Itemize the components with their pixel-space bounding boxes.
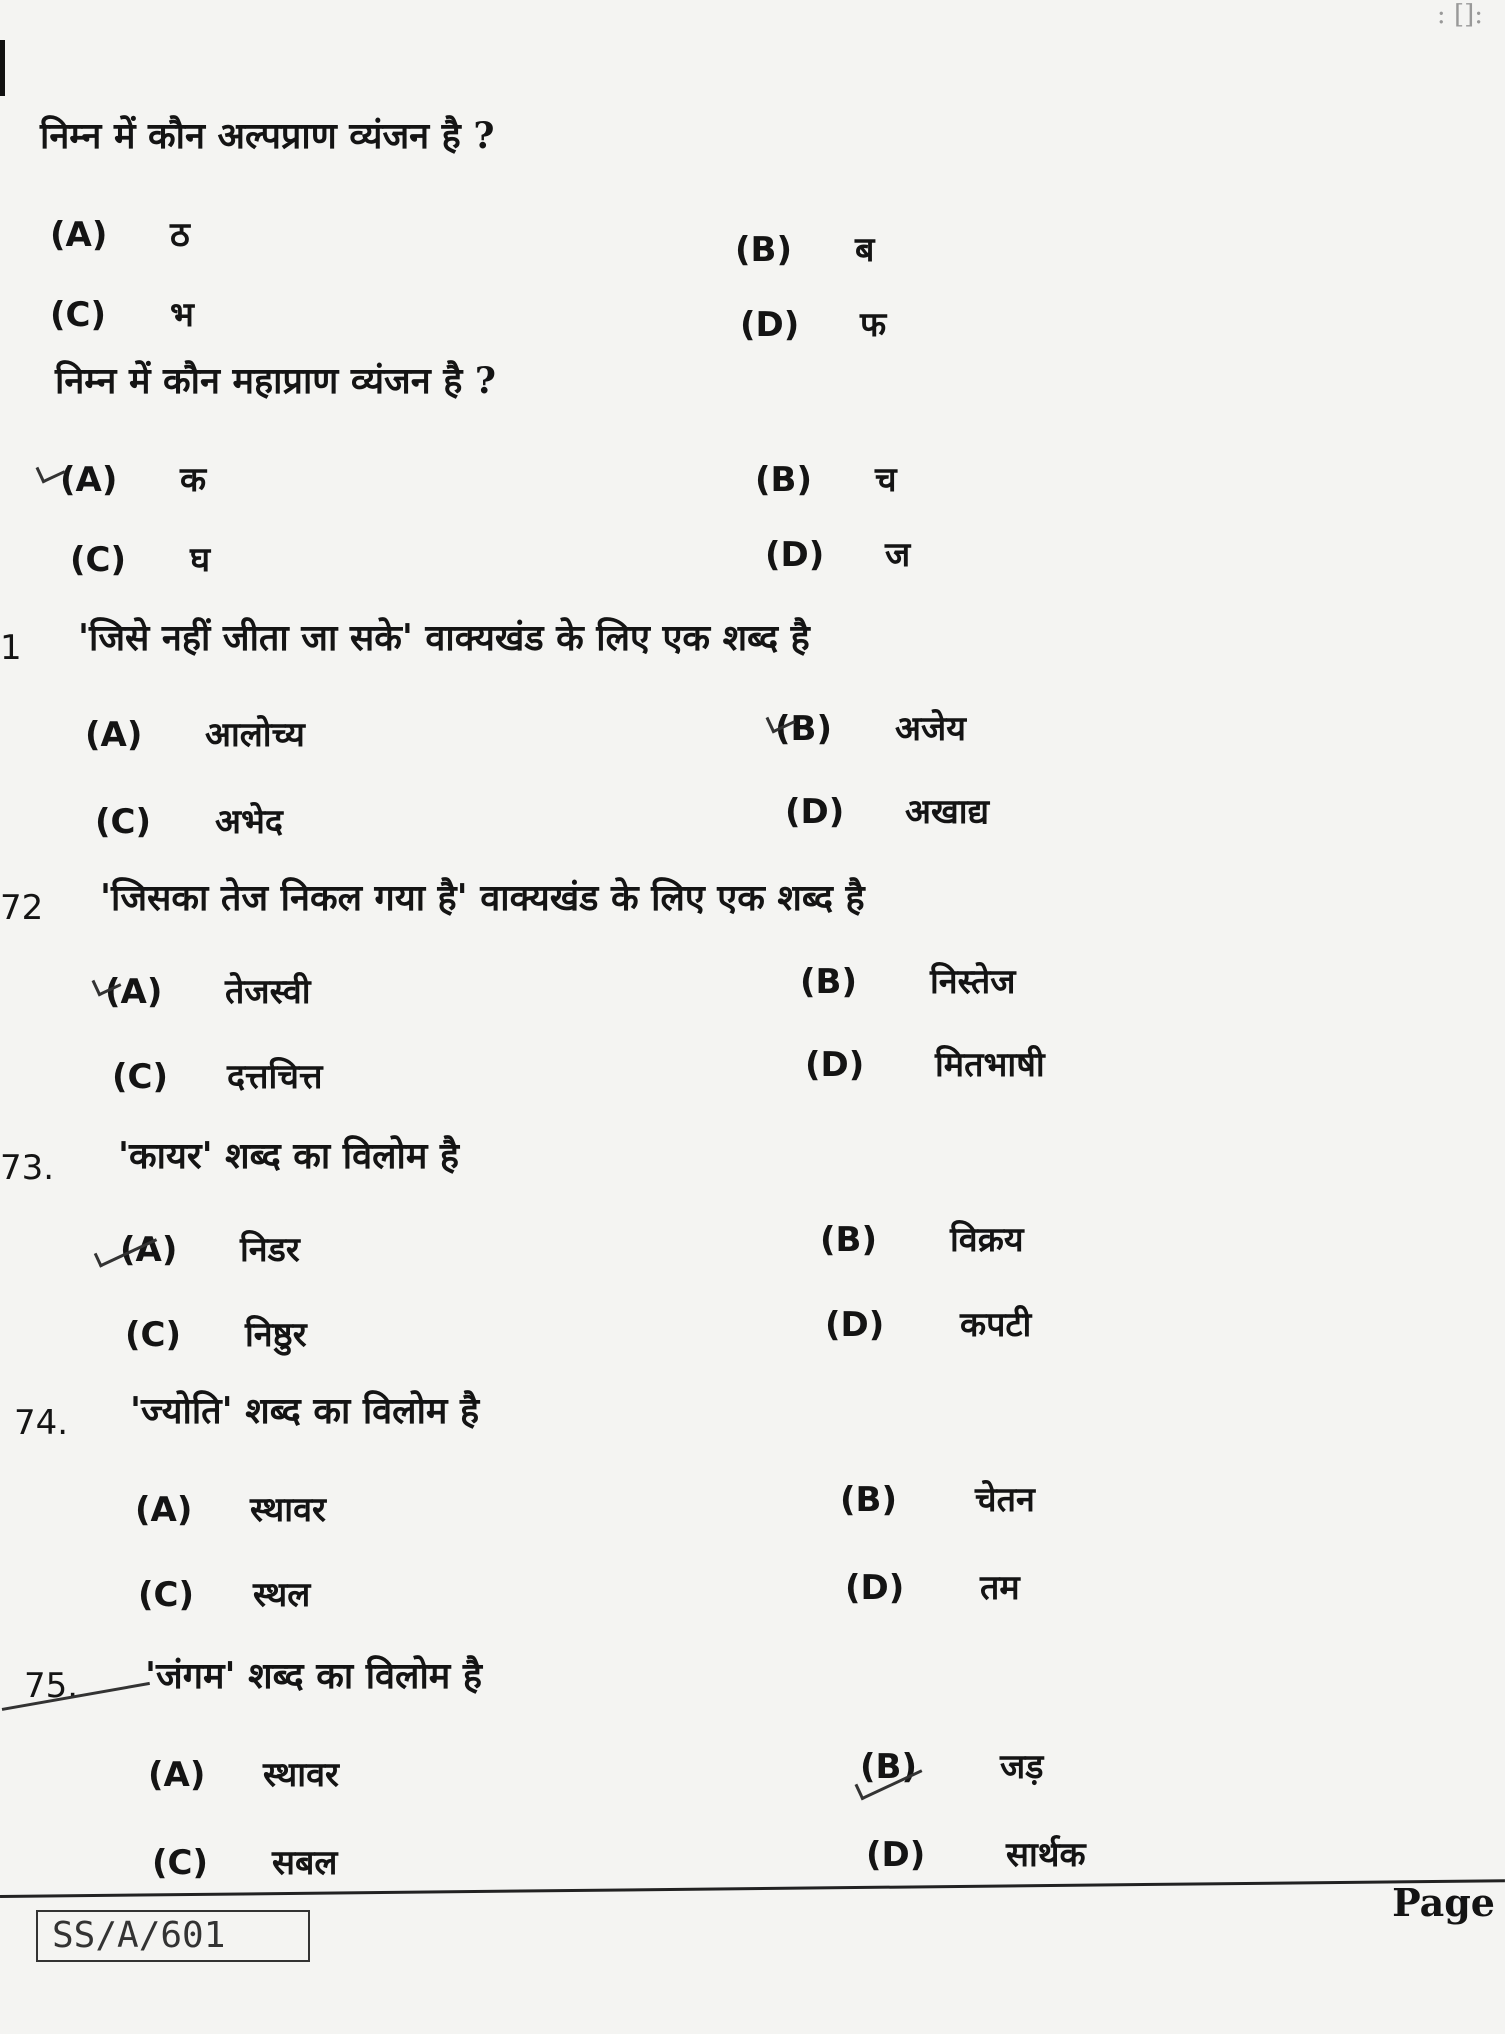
option-a bbox=[85, 710, 305, 756]
option-text: तेजस्वी bbox=[225, 972, 311, 1012]
option-label: (D) bbox=[765, 535, 825, 575]
page-label: Page bbox=[1392, 1880, 1495, 1925]
corner-mark: : []: bbox=[1436, 0, 1483, 30]
option-label: (A) bbox=[60, 460, 118, 500]
option-c bbox=[112, 1052, 322, 1098]
option-a bbox=[50, 210, 190, 256]
option-b bbox=[840, 1475, 1035, 1521]
option-label: (C) bbox=[95, 802, 152, 842]
option-text: तम bbox=[980, 1568, 1020, 1608]
option-d bbox=[825, 1300, 1031, 1346]
option-label: (B) bbox=[775, 709, 832, 749]
option-label: (A) bbox=[148, 1755, 206, 1795]
option-text: ठ bbox=[170, 215, 190, 255]
option-text: मितभाषी bbox=[935, 1045, 1045, 1085]
question-text: निम्न में कौन अल्पप्राण व्यंजन है ? bbox=[40, 115, 495, 157]
option-d bbox=[805, 1040, 1045, 1086]
option-text: निडर bbox=[240, 1230, 300, 1270]
scan-edge-mark bbox=[0, 40, 5, 96]
option-text: दत्तचित्त bbox=[227, 1057, 323, 1097]
option-a bbox=[148, 1750, 339, 1796]
option-label: (D) bbox=[825, 1305, 885, 1345]
option-text: कपटी bbox=[960, 1305, 1032, 1345]
question-number: 73. bbox=[0, 1148, 55, 1188]
option-label: (D) bbox=[785, 792, 845, 832]
question-number: 75. bbox=[24, 1666, 79, 1706]
option-label: (B) bbox=[860, 1747, 917, 1787]
option-label: (A) bbox=[120, 1230, 178, 1270]
option-text: भ bbox=[170, 295, 194, 335]
question-text: 'जिसका तेज निकल गया है' वाक्यखंड के लिए एक शब्द है bbox=[100, 877, 865, 919]
option-c bbox=[125, 1310, 307, 1356]
option-text: अखाद्य bbox=[905, 792, 990, 832]
option-text: च bbox=[875, 460, 897, 500]
option-text: सबल bbox=[272, 1843, 338, 1883]
option-text: स्थावर bbox=[250, 1490, 326, 1530]
option-label: (B) bbox=[755, 460, 812, 500]
option-label: (A) bbox=[50, 215, 108, 255]
question-text: 'जिसे नहीं जीता जा सके' वाक्यखंड के लिए एक शब्द है bbox=[78, 617, 810, 659]
option-b bbox=[820, 1215, 1024, 1261]
option-label: (C) bbox=[112, 1057, 169, 1097]
option-label: (D) bbox=[805, 1045, 865, 1085]
option-d bbox=[765, 530, 910, 576]
option-text: स्थावर bbox=[263, 1755, 339, 1795]
option-label: (D) bbox=[845, 1568, 905, 1608]
option-label: (C) bbox=[50, 295, 107, 335]
option-c bbox=[70, 535, 210, 581]
option-label: (A) bbox=[105, 972, 163, 1012]
option-text: विक्रय bbox=[950, 1220, 1024, 1260]
option-b bbox=[735, 225, 874, 271]
option-c bbox=[152, 1838, 337, 1884]
option-a bbox=[105, 967, 311, 1013]
option-label: (C) bbox=[70, 540, 127, 580]
option-text: निष्ठुर bbox=[245, 1315, 307, 1355]
option-label: (B) bbox=[800, 962, 857, 1002]
option-d bbox=[845, 1563, 1020, 1609]
option-b bbox=[755, 455, 897, 501]
question-number: 72 bbox=[0, 888, 44, 928]
option-label: (C) bbox=[138, 1575, 195, 1615]
option-text: फ bbox=[860, 305, 887, 345]
question-number: 1 bbox=[0, 628, 22, 668]
option-a bbox=[60, 455, 206, 501]
option-label: (D) bbox=[866, 1835, 926, 1875]
question-text: 'कायर' शब्द का विलोम है bbox=[118, 1135, 460, 1177]
option-label: (A) bbox=[135, 1490, 193, 1530]
option-b bbox=[800, 957, 1016, 1003]
option-b bbox=[775, 704, 966, 750]
question-text: 'जंगम' शब्द का विलोम है bbox=[145, 1655, 482, 1697]
option-label: (D) bbox=[740, 305, 800, 345]
option-label: (A) bbox=[85, 715, 143, 755]
question-text: 'ज्योति' शब्द का विलोम है bbox=[130, 1390, 480, 1432]
option-c bbox=[138, 1570, 310, 1616]
option-text: सार्थक bbox=[1006, 1835, 1086, 1875]
option-text: निस्तेज bbox=[930, 962, 1016, 1002]
option-a bbox=[135, 1485, 326, 1531]
option-text: स्थल bbox=[253, 1575, 311, 1615]
option-d bbox=[866, 1830, 1086, 1876]
option-c bbox=[95, 797, 283, 843]
option-c bbox=[50, 290, 194, 336]
option-d bbox=[740, 300, 886, 346]
option-label: (C) bbox=[152, 1843, 209, 1883]
option-d bbox=[785, 787, 989, 833]
question-number: 74. bbox=[14, 1403, 69, 1443]
option-label: (C) bbox=[125, 1315, 182, 1355]
option-text: अजेय bbox=[895, 709, 966, 749]
option-text: घ bbox=[190, 540, 211, 580]
option-text: क bbox=[180, 460, 207, 500]
option-text: जड़ bbox=[1000, 1747, 1044, 1787]
option-label: (B) bbox=[820, 1220, 877, 1260]
option-text: ज bbox=[885, 535, 911, 575]
option-text: ब bbox=[855, 230, 875, 270]
option-text: आलोच्य bbox=[205, 715, 305, 755]
option-label: (B) bbox=[840, 1480, 897, 1520]
option-text: चेतन bbox=[975, 1480, 1035, 1520]
paper-code: SS/A/601 bbox=[36, 1910, 310, 1962]
option-text: अभेद bbox=[215, 802, 283, 842]
question-text: निम्न में कौन महाप्राण व्यंजन है ? bbox=[55, 360, 496, 402]
option-label: (B) bbox=[735, 230, 792, 270]
